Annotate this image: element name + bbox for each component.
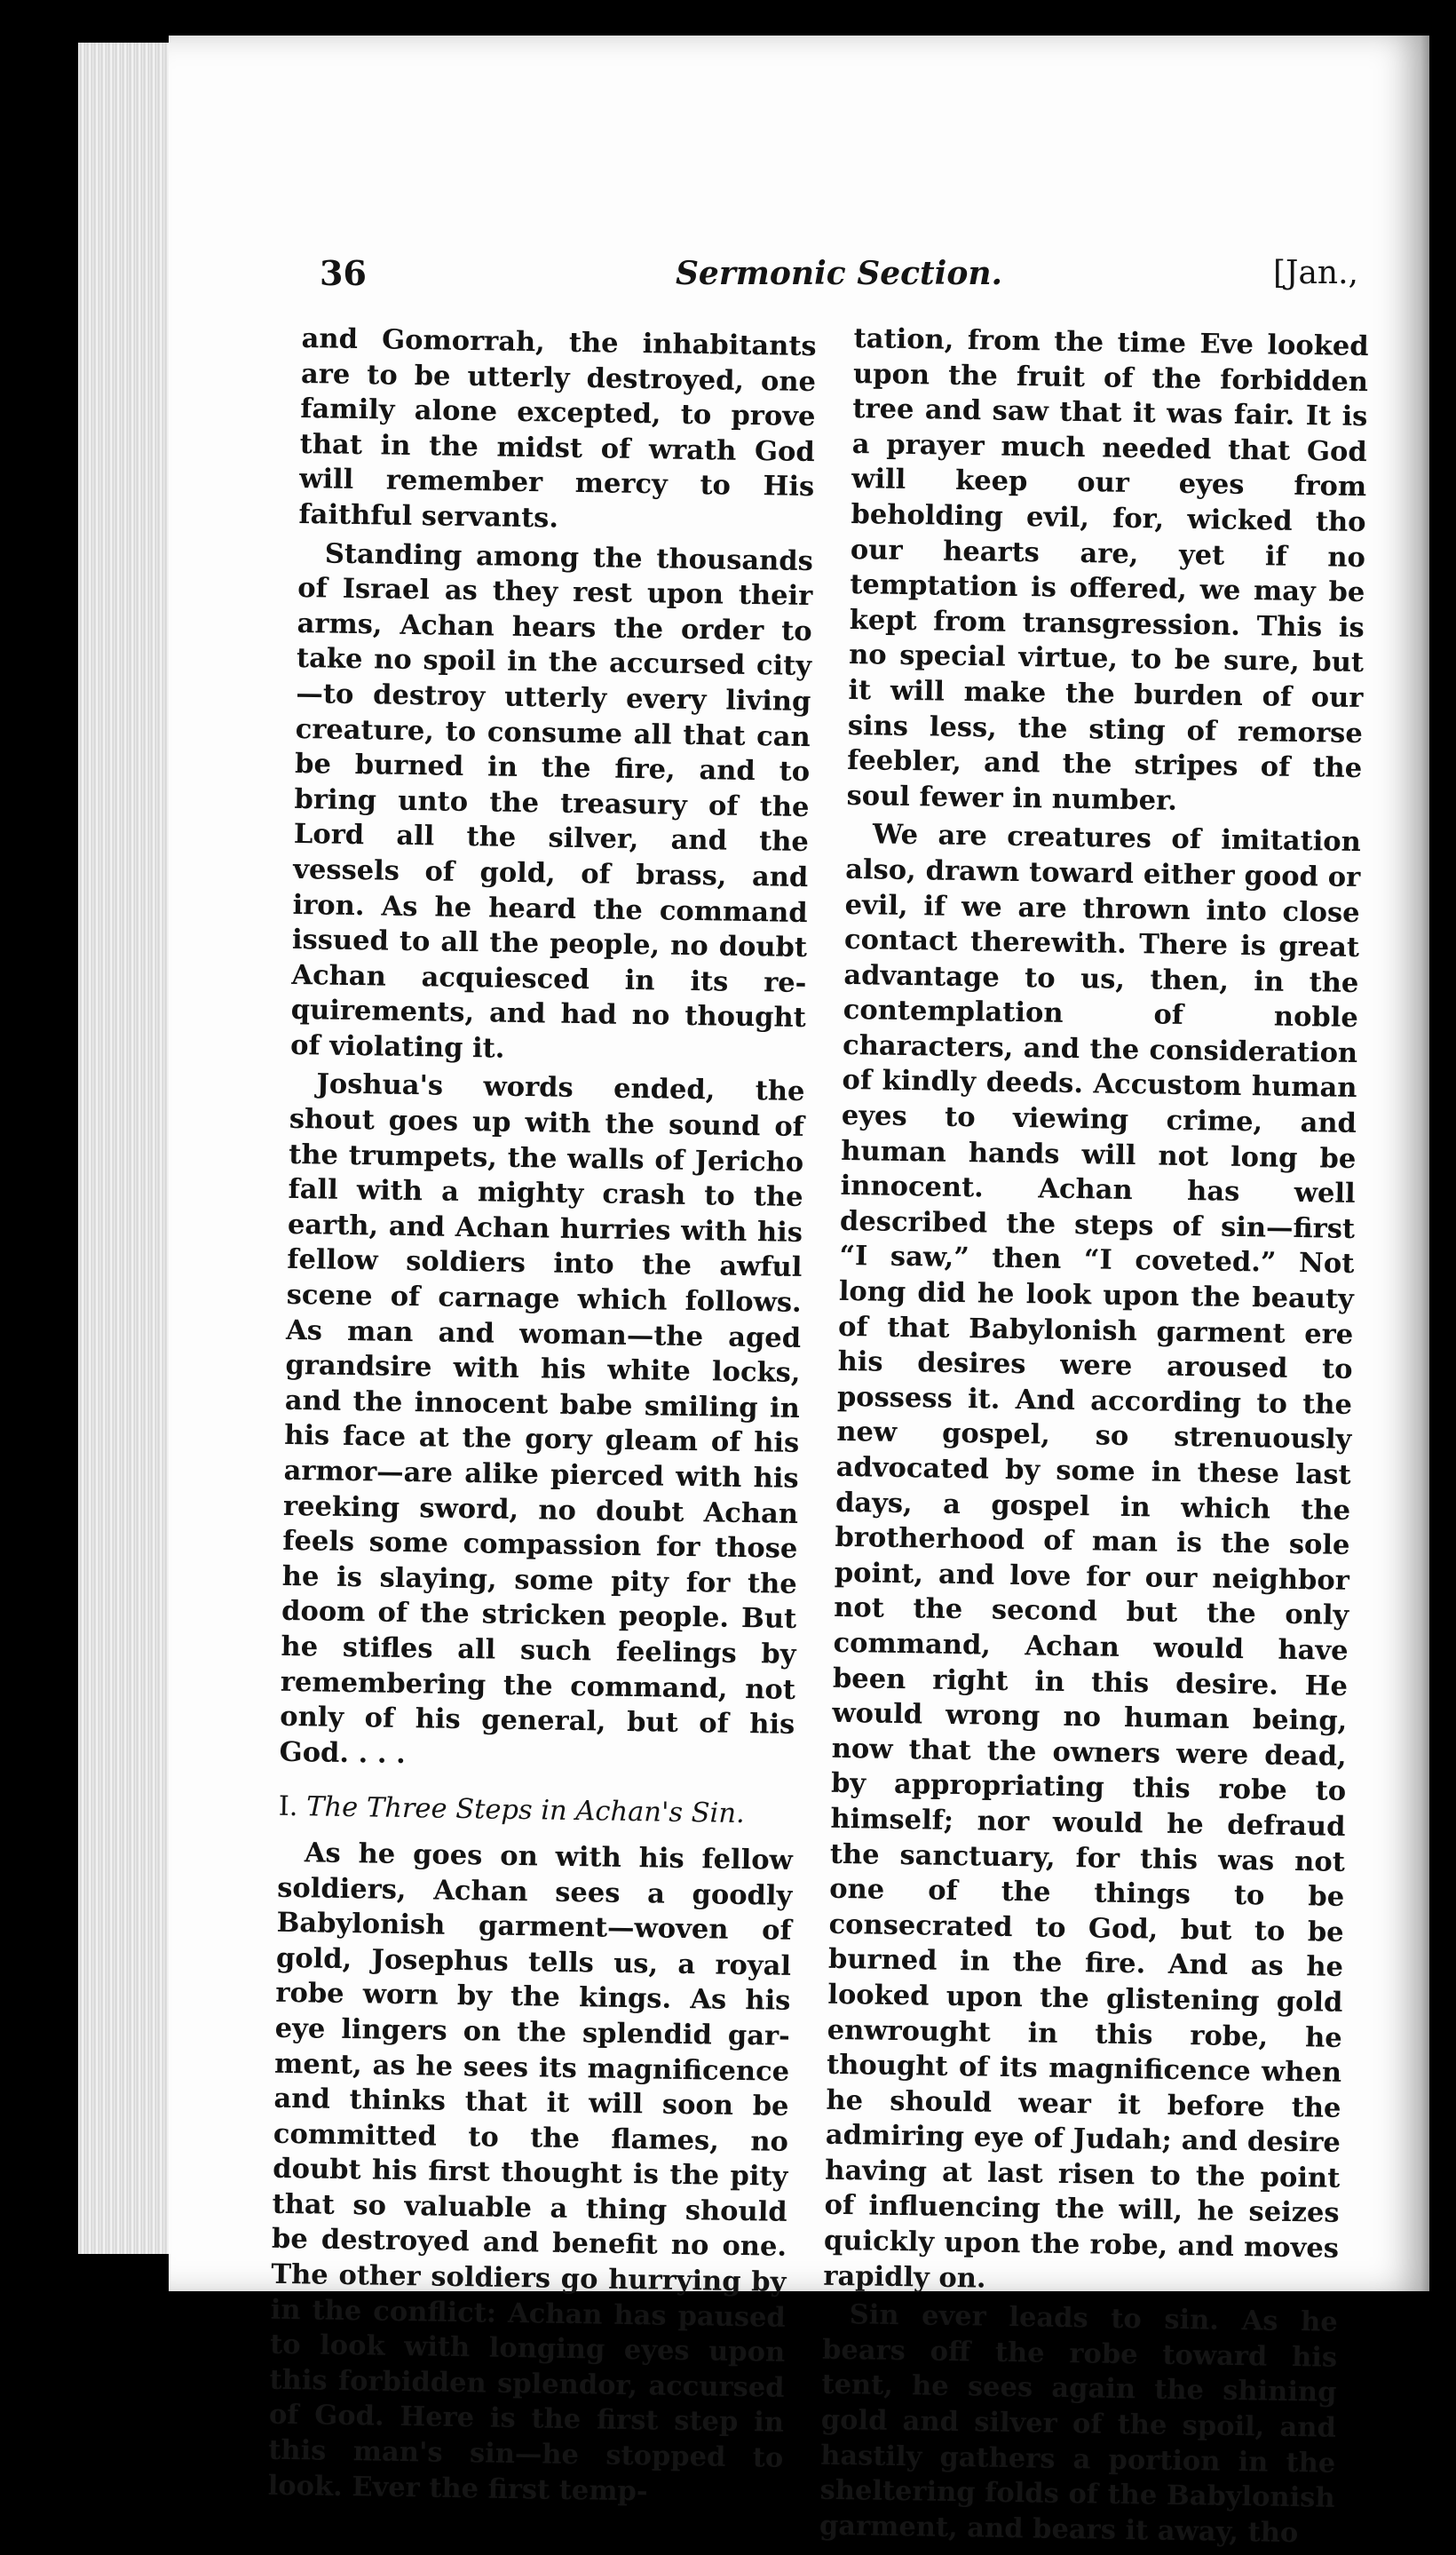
paragraph: Sin ever leads to sin. As he bears off the robe toward his tent, he sees again the shining gold and silver of the spoil, and hastily gathers a portion in the sheltering folds of the Babylonish garment, and bears it away, tho xyxy=(819,2298,1338,2549)
running-title: Sermonic Section. xyxy=(675,255,1003,292)
paragraph: We are creatures of imitation also, drawn toward either good or evil, if we are thrown into close contact therewith. There is great advantage to us, then, in the contemplation of noble characters, and the consideration of kindly deeds. Accustom human eyes to viewing crime, and human hands will not long be innocent. Achan has well described the steps of sin—first “I saw,” then “I coveted.” Not long did he look upon the beauty of that Babylonish garment ere his desires were aroused to possess it. And according to the new gospel, so strenuously advocated by some in these last days, a gospel in which the brotherhood of man is the sole point, and love for our neighbor not the second but the only command, Achan would have been right in this desire. He would wrong no human being, now that the owners were dead, by appropriating this robe to himself; nor would he defraud the sanctuary, for this was not one of the things to be consecrated to God, but to be burned in the fire. And as he looked upon the glistening gold enwrought in this robe, he thought of its magnificence when he should wear it before the admiring eye of Judah; and desire having at last risen to the point of influencing the will, he seizes quickly upon the robe, and moves rapidly on. xyxy=(823,818,1362,2295)
paragraph: tation, from the time Eve looked upon the fruit of the forbidden tree and saw that it was fair. It is a prayer much needed that God will keep our eyes from beholding evil, for, wicked tho our hearts are, yet if no temptation is offered, we may be kept from transgression. This is no special virtue, to be sure, but it will make the burden of our sins less, the sting of remorse feebler, and the stripes of the soul fewer in number. xyxy=(846,321,1369,817)
running-date: [Jan., xyxy=(1272,255,1358,291)
right-column xyxy=(819,321,1369,2555)
paragraph: and Gomorrah, the inhabitants are to be utterly destroyed, one family alone excepted, to prove that in the midst of wrath God will remember mercy to His faithful servants. xyxy=(298,321,817,535)
running-header xyxy=(320,253,1358,315)
section-heading xyxy=(278,1789,794,1833)
page-number: 36 xyxy=(320,253,367,293)
paragraph: Standing among the thousands of Israel as they rest upon their arms, Achan hears the order to take no spoil in the accursed city—to destroy utterly every living creature, to consume all that can be burned in the fire, and to bring unto the treasury of the Lord all the silver, and the vessels of gold, of brass, and iron. As he heard the command issued to all the people, no doubt Achan acquiesced in its requirements, and had no thought of violating it. xyxy=(289,537,814,1065)
section-heading-text: The Three Steps in Achan's Sin. xyxy=(305,1791,745,1830)
page-content xyxy=(169,36,1429,2549)
section-heading-number: I. xyxy=(278,1791,298,1823)
paragraph: As he goes on with his fellow soldiers, Achan sees a goodly Babylonish garment—woven of gold, Josephus tells us, a royal robe worn by the kings. As his eye lingers on the splendid garment, as he sees its magnificence and thinks that it will soon be committed to the flames, no doubt his first thought is the pity that so valuable a thing should be destroyed and benefit no one. The other soldiers go hurrying by in the conflict: Achan has paused to look with longing eyes upon this forbidden splendor, accursed of God. Here is the first step in this man's sin—he stopped to look. Ever the first temp- xyxy=(267,1837,794,2508)
left-column xyxy=(267,321,817,2515)
paragraph: Joshua's words ended, the shout goes up with the sound of the trumpets, the walls of Jericho fall with a mighty crash to the earth, and Achan hurries with his fellow soldiers into the awful scene of carnage which follows. As man and woman—the aged grandsire with his white locks, and the innocent babe smiling in his face at the gory gleam of his armor—are alike pierced with his reeking sword, no doubt Achan feels some compassion for those he is slaying, some pity for the doom of the stricken people. But he stifles all such feelings by remembering the command, not only of his general, but of his God. . . . xyxy=(279,1067,805,1770)
